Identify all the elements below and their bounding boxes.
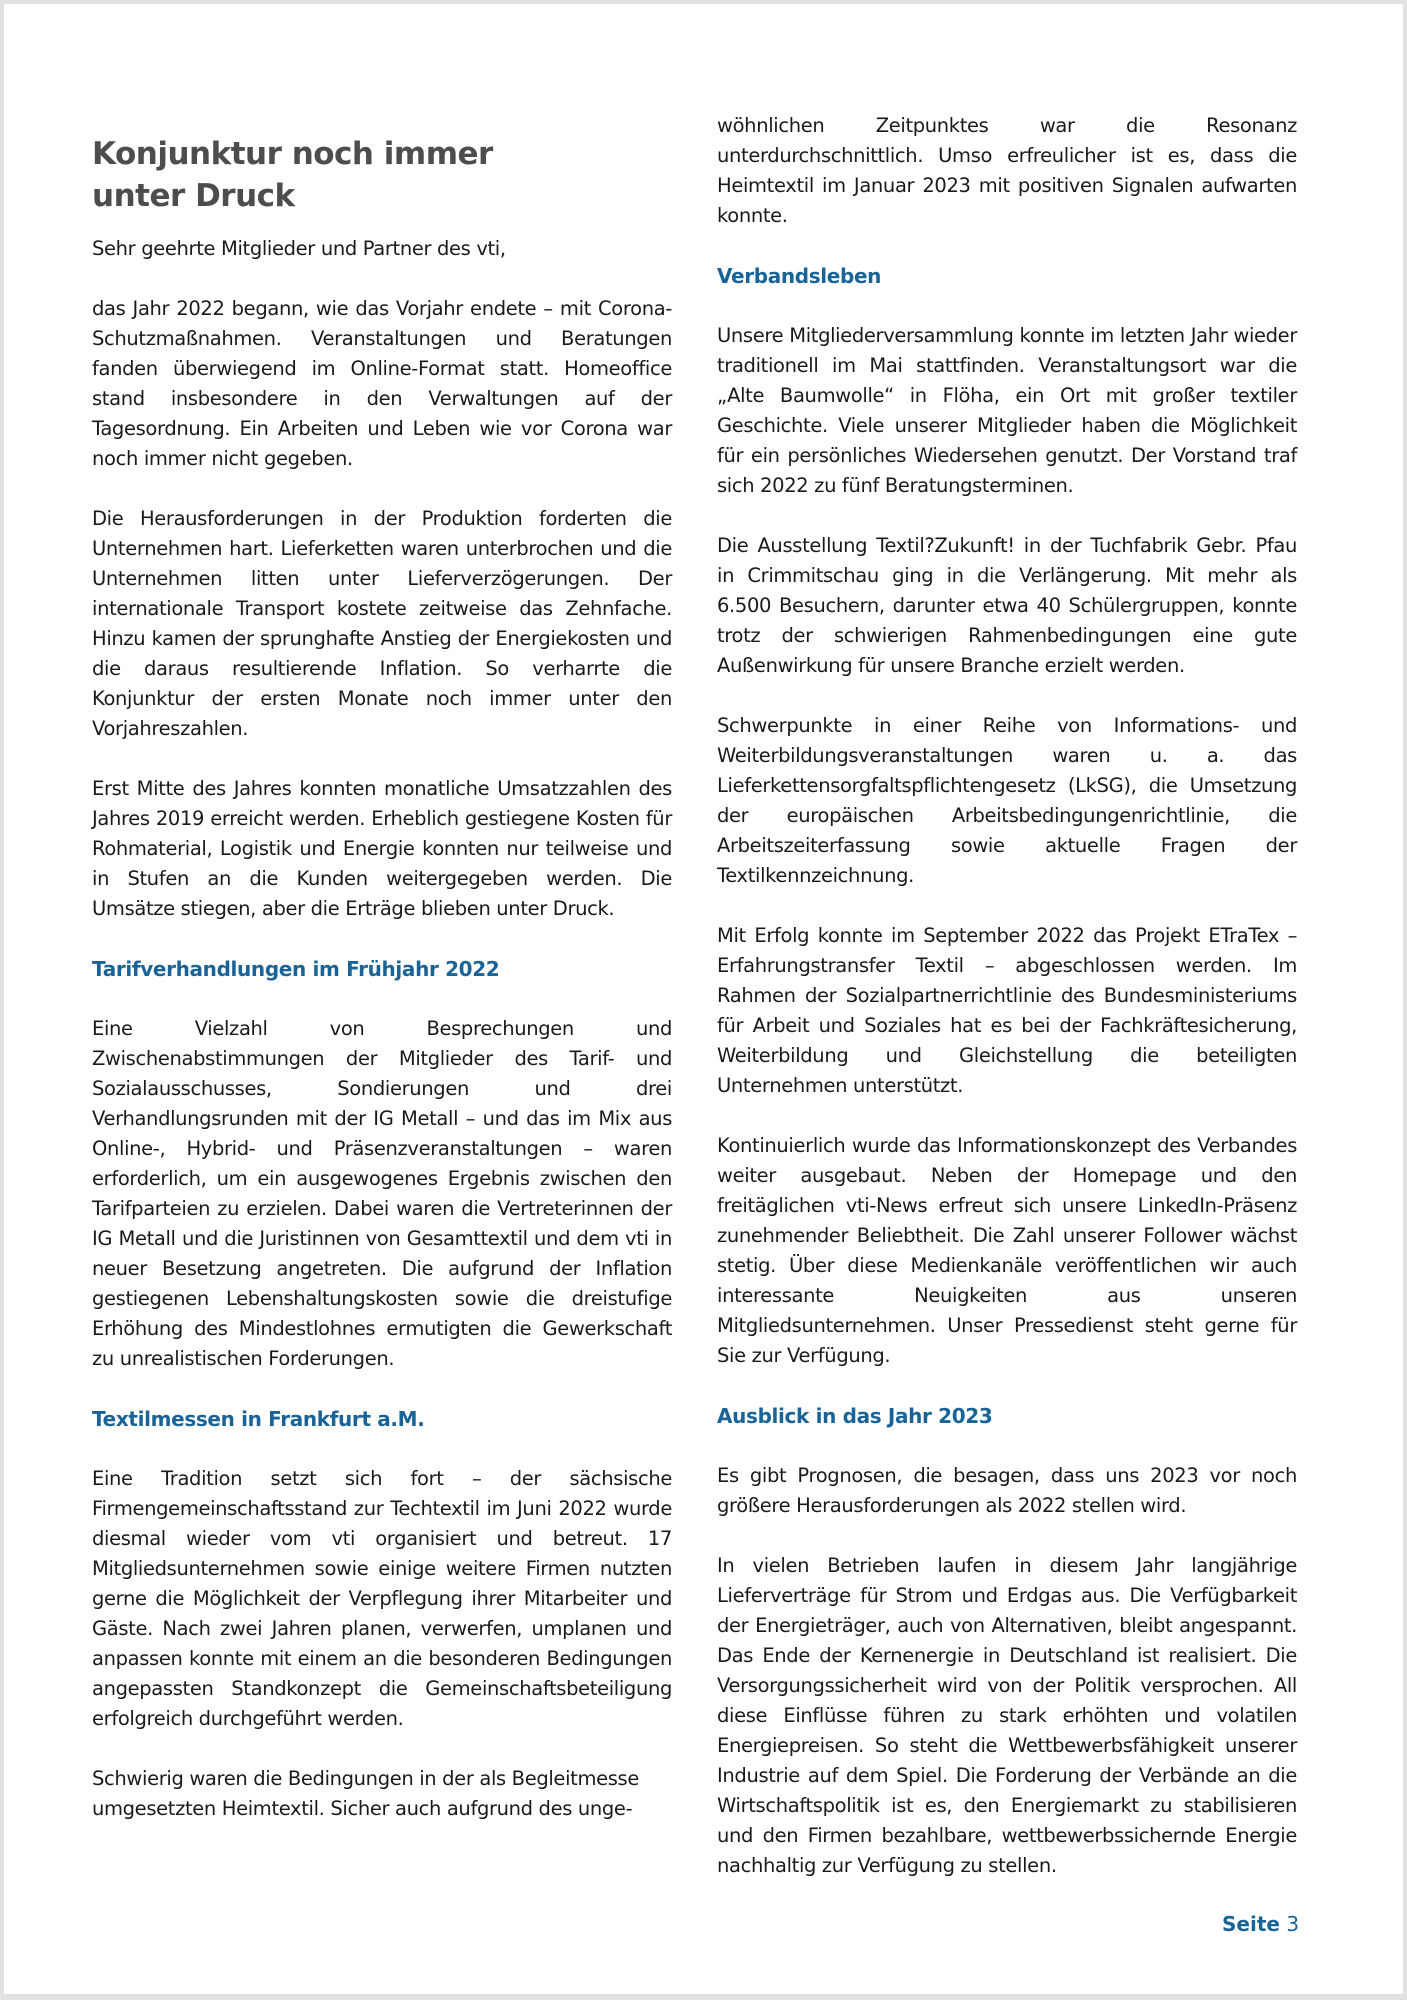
right-column xyxy=(717,111,1297,1911)
section-heading-textilmessen: Textilmessen in Frankfurt a.M. xyxy=(92,1407,425,1431)
paragraph: Die Ausstellung Textil?Zukunft! in der Tuchfabrik Gebr. Pfau in Crimmitschau ging in die Verlängerung. Mit mehr als 6.500 Besuchern, darunter etwa 40 Schülergruppen, konnte trotz der schwierigen Rahmenbedingungen eine gute Außenwirkung für unsere Branche erzielt werden. xyxy=(717,534,1297,677)
page-number: 3 xyxy=(1286,1912,1300,1936)
paragraph: das Jahr 2022 begann, wie das Vorjahr endete – mit Corona-Schutzmaßnahmen. Veranstaltungen und Beratungen fanden überwiegend im Online-Format statt. Homeoffice stand insbesondere in den Verwaltungen auf der Tagesordnung. Ein Arbeiten und Leben wie vor Corona war noch immer nicht gegeben. xyxy=(92,297,672,470)
paragraph: Eine Vielzahl von Besprechungen und Zwischenabstimmungen der Mitglieder des Tarif- und Sozialausschusses, Sondierungen und drei Verhandlungsrunden mit der IG Metall – und das im Mix aus Online-, Hybrid- und Präsenzveranstaltungen – waren erforderlich, um ein ausgewogenes Ergebnis zwischen den Tarifparteien zu erzielen. Dabei waren die Vertreterinnen der IG Metall und die Juristinnen von Gesamttextil und dem vti in neuer Besetzung angetreten. Die aufgrund der Inflation gestiegenen Lebenshaltungskosten sowie die dreistufige Erhöhung des Mindestlohnes ermutigten die Gewerkschaft zu unrealistischen Forderungen. xyxy=(92,1017,672,1370)
paragraph: Schwierig waren die Bedingungen in der als Begleitmesse umgesetzten Heimtextil. Sicher auch aufgrund des unge- xyxy=(92,1767,640,1820)
paragraph: Schwerpunkte in einer Reihe von Informations- und Weiterbildungsveranstaltungen waren u. a. das Lieferkettensorgfaltspflichtengesetz (LkSG), die Umsetzung der europäischen Arbeitsbedingungenrichtlinie, die Arbeitszeiterfassung sowie aktuelle Fragen der Textilkennzeichnung. xyxy=(717,714,1297,887)
document-page xyxy=(4,4,1403,1994)
page-label: Seite xyxy=(1222,1912,1280,1936)
salutation: Sehr geehrte Mitglieder und Partner des vti, xyxy=(92,237,506,260)
paragraph: Kontinuierlich wurde das Informationskonzept des Verbandes weiter ausgebaut. Neben der Homepage und den freitäglichen vti-News erfreut sich unsere LinkedIn-Präsenz zunehmender Beliebtheit. Die Zahl unserer Follower wächst stetig. Über diese Medienkanäle veröffentlichen wir auch interessante Neuigkeiten aus unseren Mitgliedsunternehmen. Unser Pressedienst steht gerne für Sie zur Verfügung. xyxy=(717,1134,1297,1367)
section-heading-tarif: Tarifverhandlungen im Frühjahr 2022 xyxy=(92,957,500,981)
left-column xyxy=(92,234,672,1854)
paragraph: Unsere Mitgliederversammlung konnte im letzten Jahr wieder traditionell im Mai stattfinden. Veranstaltungsort war die „Alte Baumwolle“ in Flöha, ein Ort mit großer textiler Geschichte. Viele unserer Mitglieder haben die Möglichkeit für ein persönliches Wiedersehen genutzt. Der Vorstand traf sich 2022 zu fünf Beratungsterminen. xyxy=(717,324,1297,497)
page-footer xyxy=(1222,1912,1299,1936)
paragraph: Die Herausforderungen in der Produktion forderten die Unternehmen hart. Lieferketten waren unterbrochen und die Unternehmen litten unter Lieferverzögerungen. Der internationale Transport kostete zeitweise das Zehnfache. Hinzu kamen der sprunghafte Anstieg der Energiekosten und die daraus resultierende Inflation. So verharrte die Konjunktur der ersten Monate noch immer unter den Vorjahreszahlen. xyxy=(92,507,672,740)
page-title xyxy=(92,133,493,217)
paragraph: wöhnlichen Zeitpunktes war die Resonanz unterdurchschnittlich. Umso erfreulicher ist es, dass die Heimtextil im Januar 2023 mit positiven Signalen aufwarten konnte. xyxy=(717,114,1297,227)
paragraph: In vielen Betrieben laufen in diesem Jahr langjährige Lieferverträge für Strom und Erdgas aus. Die Verfügbarkeit der Energieträger, auch von Alternativen, bleibt angespannt. Das Ende der Kernenergie in Deutschland ist realisiert. Die Versorgungssicherheit wird von der Politik versprochen. All diese Einflüsse führen zu stark erhöhten und volatilen Energiepreisen. So steht die Wettbewerbsfähigkeit unserer Industrie auf dem Spiel. Die Forderung der Verbände an die Wirtschaftspolitik ist es, den Energiemarkt zu stabilisieren und den Firmen bezahlbare, wettbewerbssichernde Energie nachhaltig zur Verfügung zu stellen. xyxy=(717,1554,1297,1877)
paragraph: Erst Mitte des Jahres konnten monatliche Umsatzzahlen des Jahres 2019 erreicht werden. Erheblich gestiegene Kosten für Rohmaterial, Logistik und Energie konnten nur teilweise und in Stufen an die Kunden weitergegeben werden. Die Umsätze stiegen, aber die Erträge blieben unter Druck. xyxy=(92,777,672,920)
paragraph: Eine Tradition setzt sich fort – der sächsische Firmengemeinschaftsstand zur Techtextil im Juni 2022 wurde diesmal wieder vom vti organisiert und betreut. 17 Mitgliedsunternehmen sowie einige weitere Firmen nutzten gerne die Möglichkeit der Verpflegung ihrer Mitarbeiter und Gäste. Nach zwei Jahren planen, verwerfen, umplanen und anpassen konnte mit einem an die besonderen Bedingungen angepassten Standkonzept die Gemeinschaftsbeteiligung erfolgreich durchgeführt werden. xyxy=(92,1467,672,1730)
paragraph: Es gibt Prognosen, die besagen, dass uns 2023 vor noch größere Herausforderungen als 2022 stellen wird. xyxy=(717,1464,1297,1517)
section-heading-ausblick: Ausblick in das Jahr 2023 xyxy=(717,1404,993,1428)
paragraph: Mit Erfolg konnte im September 2022 das Projekt ETraTex – Erfahrungstransfer Textil – abgeschlossen werden. Im Rahmen der Sozialpartnerrichtlinie des Bundesministeriums für Arbeit und Soziales hat es bei der Fachkräftesicherung, Weiterbildung und Gleichstellung die beteiligten Unternehmen unterstützt. xyxy=(717,924,1297,1097)
section-heading-verbandsleben: Verbandsleben xyxy=(717,264,882,288)
title-line-2: unter Druck xyxy=(92,177,295,214)
title-line-1: Konjunktur noch immer xyxy=(92,135,493,172)
